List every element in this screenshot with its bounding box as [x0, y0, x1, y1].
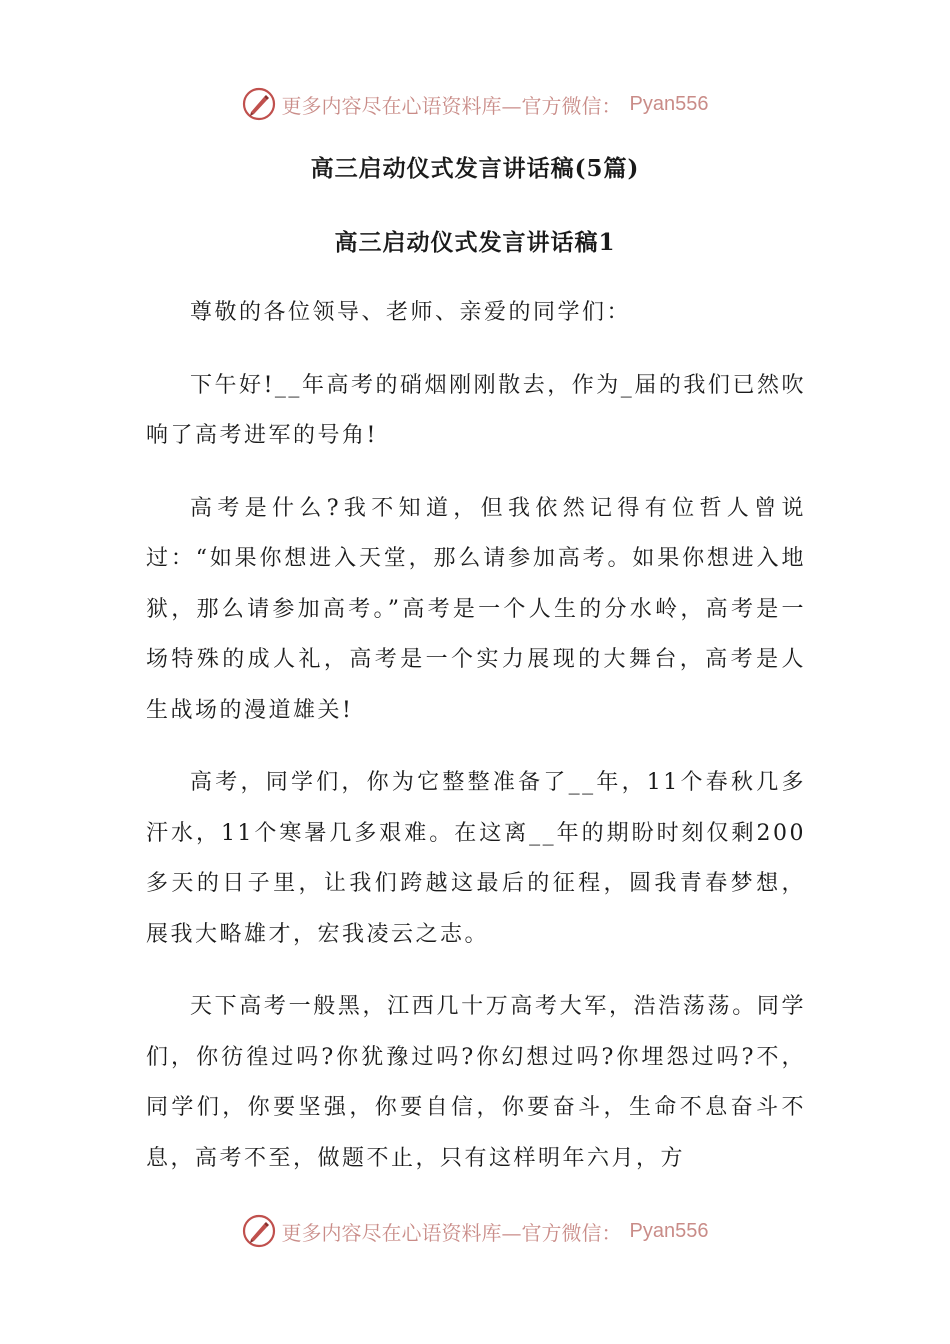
- watermark-text: 更多内容尽在心语资料库—官方微信：: [281, 93, 622, 118]
- section-title: 高三启动仪式发言讲话稿1: [334, 229, 616, 256]
- footer-watermark: [0, 1211, 950, 1251]
- pen-logo-icon: [242, 1214, 276, 1248]
- paragraph: 天下高考一般黑，江西几十万高考大军，浩浩荡荡。同学们，你彷徨过吗?你犹豫过吗?你幻想过吗?你埋怨过吗?不，同学们，你要坚强，你要自信，你要奋斗，生命不息奋斗不息，高考不至，做题不止，只有这样明年六月，方: [146, 994, 806, 1171]
- document-title: 高三启动仪式发言讲话稿(5篇): [310, 155, 640, 182]
- paragraph: 高考是什么?我不知道，但我依然记得有位哲人曾说过：“如果你想进入天堂，那么请参加高考。如果你想进入地狱，那么请参加高考。”高考是一个人生的分水岭，高考是一场特殊的成人礼，高考是一个实力展现的大舞台，高考是人生战场的漫道雄关!: [146, 495, 806, 723]
- paragraph-greeting: 尊敬的各位领导、老师、亲爱的同学们：: [190, 300, 632, 325]
- watermark-brand: Pyan556: [629, 1219, 709, 1242]
- pen-logo-icon: [242, 87, 276, 121]
- paragraph: 高考，同学们，你为它整整准备了__年，11个春秋几多汗水，11个寒暑几多艰难。在这离__年的期盼时刻仅剩200多天的日子里，让我们跨越这最后的征程，圆我青春梦想，展我大略雄才，宏我凌云之志。: [146, 770, 806, 947]
- document-body: [146, 288, 806, 1206]
- watermark-brand: Pyan556: [629, 92, 709, 115]
- paragraph: 下午好!__年高考的硝烟刚刚散去，作为_届的我们已然吹响了高考进军的号角!: [146, 372, 806, 448]
- header-watermark: [0, 84, 950, 124]
- watermark-text: 更多内容尽在心语资料库—官方微信：: [281, 1220, 622, 1245]
